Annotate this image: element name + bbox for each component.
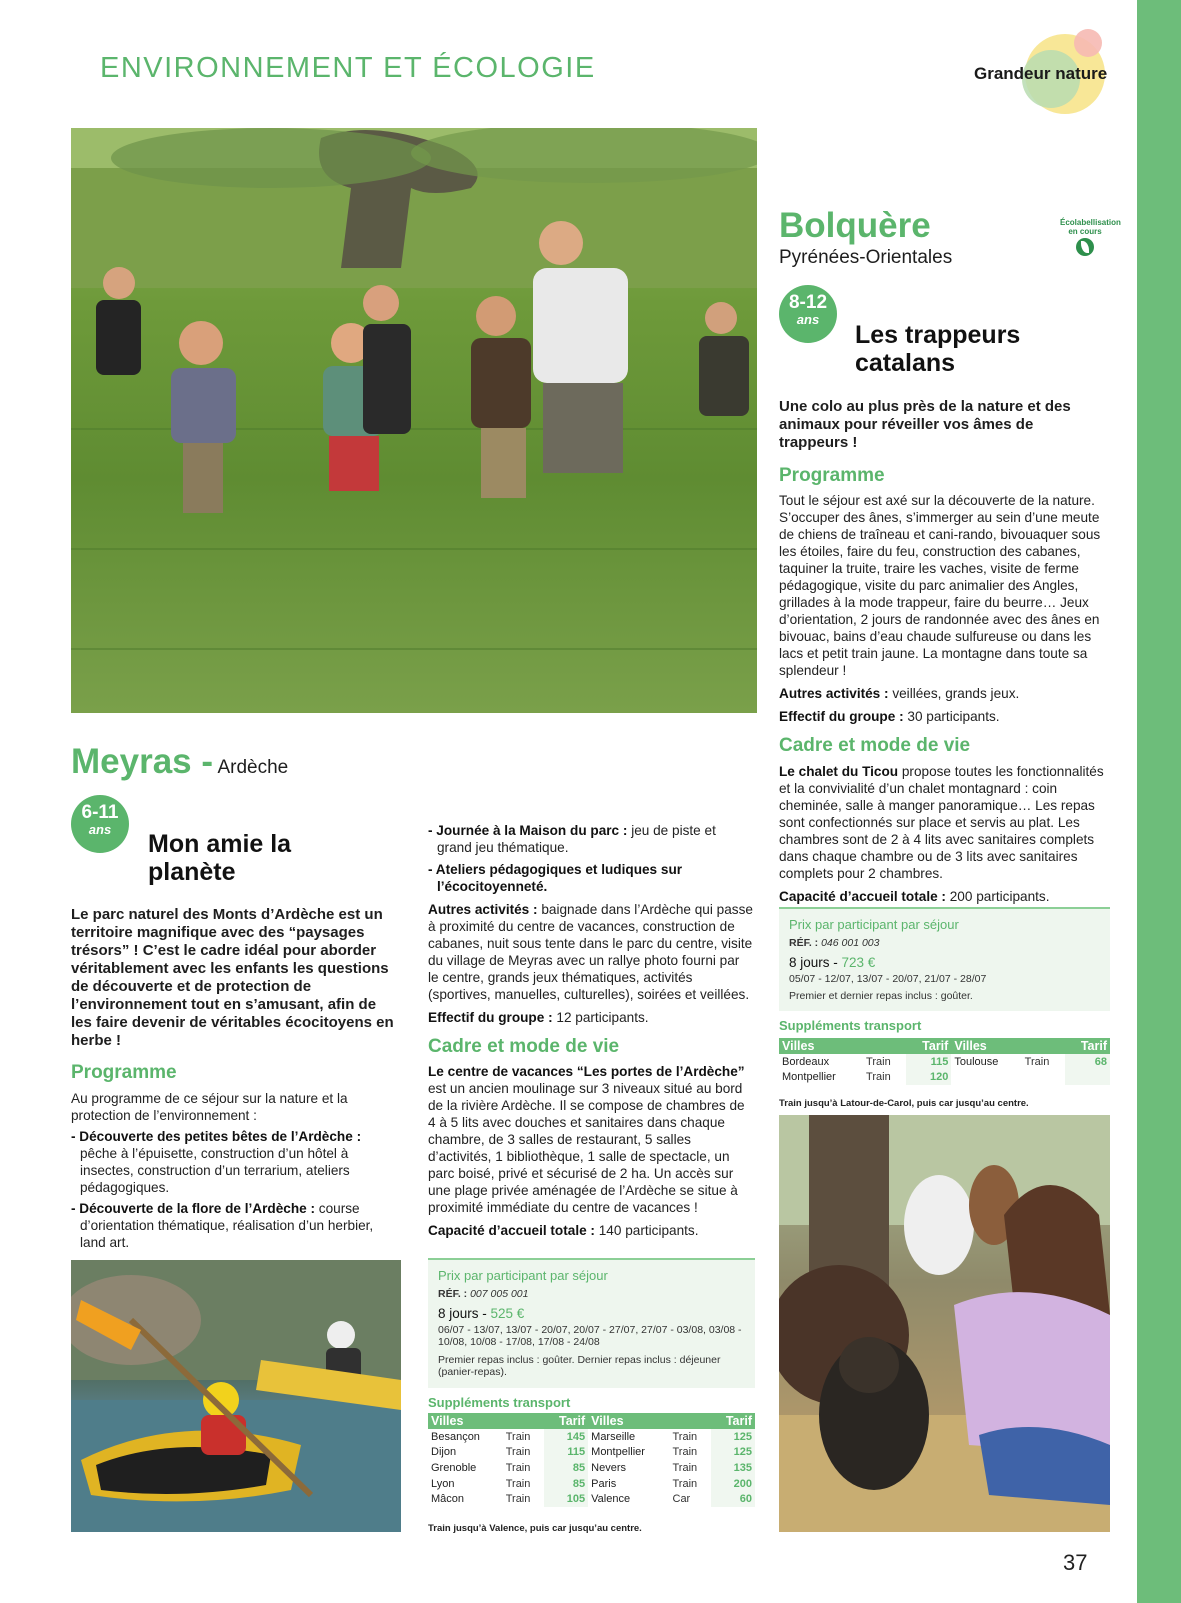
meyras-bullet-3-text: jeu de piste et grand jeu thématique. (437, 823, 716, 855)
bolquere-camp-title-line2: catalans (855, 349, 956, 377)
bolquere-place-name: Bolquère (779, 206, 931, 245)
tarif-cell: 85 (544, 1476, 588, 1492)
mode-cell: Train (503, 1460, 545, 1476)
mode-cell: Train (503, 1429, 545, 1445)
tarif-cell: 85 (544, 1460, 588, 1476)
meyras-price-line (438, 1306, 745, 1321)
bolquere-chalet-description (779, 763, 1114, 882)
meyras-camp-title-line1: Mon amie la (148, 830, 292, 858)
kayak-photo-illustration (71, 1260, 401, 1532)
city-cell: Montpellier (588, 1445, 669, 1461)
mode-cell: Car (670, 1491, 712, 1507)
meyras-place-name: Meyras - (71, 742, 214, 781)
city-cell: Paris (588, 1476, 669, 1492)
city-cell: Mâcon (428, 1491, 503, 1507)
bolquere-effectif (779, 708, 1114, 725)
tarif-cell: 120 (906, 1070, 951, 1086)
meyras-bullet-4 (428, 861, 753, 895)
main-photo-illustration (71, 128, 757, 713)
bolquere-capacite-label: Capacité d’accueil totale : (779, 889, 946, 904)
col-header-tarif: Tarif (1065, 1038, 1110, 1054)
meyras-bullet-2 (71, 1200, 396, 1251)
meyras-programme-intro: Au programme de ce séjour sur la nature et la protection de l’environnement : (71, 1091, 348, 1123)
meyras-effectif-text: 12 participants. (552, 1010, 649, 1025)
bolquere-age-range: 8-12 (788, 292, 828, 313)
meyras-region: Ardèche (217, 757, 289, 778)
eco-label (1060, 218, 1121, 256)
mode-cell: Train (863, 1054, 906, 1070)
bolquere-camp-title (855, 321, 1020, 377)
meyras-intro: Le parc naturel des Monts d’Ardèche est un territoire magnifique avec des “paysages trésors” ! C’est le cadre idéal pour aborder véritablement avec les enfants les questions de découverte et de protection de l’environnement tout en s’amusant, afin de les faire devenir de véritables écocitoyens en herbe ! (71, 906, 394, 1049)
bolquere-meals: Premier et dernier repas inclus : goûter. (789, 990, 973, 1002)
bolquere-ref-value: 046 001 003 (818, 937, 880, 949)
bolquere-cadre-heading: Cadre et mode de vie (779, 735, 971, 756)
meyras-programme-block (71, 1090, 396, 1251)
page-number: 37 (1063, 1550, 1088, 1575)
meyras-bullet-2-label: - Découverte de la flore de l’Ardèche : (71, 1201, 316, 1216)
bolquere-chalet-text: propose toutes les fonctionnalités et la convivialité d’un chalet montagnard : coin cheminée, salle à manger panoramique… Les repas sont confectionnés sur place et servis au plat. Les chambres sont de 2 à 4 lits avec sanitaires complets dans chaque chambre ou de 3 lits avec sanitaires complets pour 2 chambres. (779, 764, 1104, 881)
bolquere-camp-title-line1: Les trappeurs (855, 321, 1021, 349)
bolquere-price-title: Prix par participant par séjour (789, 917, 959, 932)
bolquere-other-label: Autres activités : (779, 686, 889, 701)
bolquere-programme-heading: Programme (779, 465, 885, 486)
meyras-other-text: baignade dans l’Ardèche qui passe à proximité du centre de vacances, construction de cabanes, nuit sous tente dans le parc du centre, visite du village de Meyras avec un rallye photo fourni par le centre, grands jeux thématiques, activités (sportives, manuelles, culturelles), soirées et veillées. (428, 902, 753, 1002)
meyras-bullet-1-label: - Découverte des petites bêtes de l’Ardèche : (71, 1129, 362, 1144)
meyras-other-activities (428, 901, 753, 1003)
meyras-capacite-text: 140 participants. (594, 1223, 699, 1238)
meyras-bullet-4-label: - Ateliers pédagogiques et ludiques sur l’écocitoyenneté. (428, 862, 683, 894)
meyras-transport-table (428, 1413, 755, 1507)
meyras-transport-note: Train jusqu’à Valence, puis car jusqu’au centre. (428, 1523, 642, 1534)
tarif-cell: 115 (544, 1445, 588, 1461)
meyras-dates: 06/07 - 13/07, 13/07 - 20/07, 20/07 - 27/07, 27/07 - 03/08, 03/08 - 10/08, 10/08 - 17/08, 17/08 - 24/08 (438, 1324, 742, 1348)
main-photo-kids-playing (71, 128, 757, 713)
meyras-bullet-1 (71, 1128, 396, 1196)
leaf-icon (1076, 238, 1094, 256)
city-cell: Nevers (588, 1460, 669, 1476)
kayak-photo (71, 1260, 401, 1532)
eco-label-line2: en cours (1068, 227, 1102, 236)
side-stripe (1137, 0, 1181, 1603)
bolquere-effectif-text: 30 participants. (903, 709, 1000, 724)
meyras-transport-heading: Suppléments transport (428, 1395, 571, 1410)
meyras-transport-rows (428, 1429, 755, 1507)
col-header-tarif: Tarif (544, 1413, 588, 1429)
meyras-ref-label: RÉF. : (438, 1288, 468, 1300)
col-header-cities: Villes (951, 1038, 1064, 1054)
section-title: ENVIRONNEMENT ET ÉCOLOGIE (100, 52, 596, 84)
meyras-bullet-3 (428, 822, 753, 856)
girl-with-goats-photo (779, 1115, 1110, 1532)
meyras-capacite (428, 1222, 753, 1239)
city-cell (951, 1070, 1021, 1086)
mode-cell: Train (503, 1445, 545, 1461)
table-header-row (779, 1038, 1110, 1054)
meyras-amount: 525 € (490, 1306, 525, 1321)
city-cell: Montpellier (779, 1070, 863, 1086)
bolquere-amount: 723 € (841, 955, 876, 970)
table-row (428, 1429, 755, 1445)
bolquere-transport-table (779, 1038, 1110, 1085)
meyras-bullet-1-text: pêche à l’épuisette, construction d’un hôtel à insectes, construction d’un terrarium, ateliers pédagogiques. (80, 1146, 350, 1195)
mode-cell: Train (503, 1491, 545, 1507)
meyras-age-badge (71, 795, 129, 853)
mode-cell: Train (670, 1476, 712, 1492)
city-cell: Bordeaux (779, 1054, 863, 1070)
city-cell: Dijon (428, 1445, 503, 1461)
col-header-tarif: Tarif (711, 1413, 755, 1429)
col-header-cities: Villes (428, 1413, 544, 1429)
theme-badge (970, 26, 1140, 116)
bolquere-cadre-block (779, 763, 1114, 905)
tarif-cell: 145 (544, 1429, 588, 1445)
bolquere-duration: 8 jours - (789, 955, 842, 970)
meyras-duration: 8 jours - (438, 1306, 491, 1321)
col-header-tarif: Tarif (906, 1038, 951, 1054)
meyras-age-range: 6-11 (81, 802, 119, 823)
table-header-row (428, 1413, 755, 1429)
bolquere-transport-heading: Suppléments transport (779, 1018, 922, 1033)
badge-label: Grandeur nature (974, 64, 1108, 83)
bolquere-age-badge (779, 285, 837, 343)
bolquere-capacite-text: 200 participants. (945, 889, 1050, 904)
bolquere-other-text: veillées, grands jeux. (888, 686, 1020, 701)
mode-cell: Train (670, 1445, 712, 1461)
table-row (428, 1445, 755, 1461)
city-cell: Toulouse (951, 1054, 1021, 1070)
mode-cell: Train (670, 1429, 712, 1445)
tarif-cell: 125 (711, 1445, 755, 1461)
meyras-centre-text: est un ancien moulinage sur 3 niveaux situé au bord de la rivière Ardèche. Il se compose de chambres de 4 à 5 lits avec douches et sanitaires dans chaque chambre, de 3 salles de restaurant, 5 salles d’activités, 1 bibliothèque, 1 salle de spectacle, un parc boisé, privé et sécurisé de 2 ha. Un accès sur une plage privée aménagée de l’Ardèche se situe à proximité immédiate du centre de vacances ! (428, 1081, 745, 1215)
bolquere-intro: Une colo au plus près de la nature et des animaux pour réveiller vos âmes de trappeurs ! (779, 398, 1071, 451)
mode-cell: Train (503, 1476, 545, 1492)
city-cell: Besançon (428, 1429, 503, 1445)
tarif-cell: 60 (711, 1491, 755, 1507)
bolquere-chalet-name: Le chalet du Ticou (779, 764, 899, 779)
meyras-cadre-heading: Cadre et mode de vie (428, 1036, 620, 1057)
mode-cell: Train (863, 1070, 906, 1086)
bolquere-ref-label: RÉF. : (789, 937, 819, 949)
meyras-programme-heading: Programme (71, 1062, 177, 1083)
col-header-cities: Villes (588, 1413, 711, 1429)
meyras-centre-name: Le centre de vacances “Les portes de l’Ardèche” (428, 1064, 745, 1079)
bolquere-transport-rows (779, 1054, 1110, 1085)
meyras-price-box (428, 1258, 755, 1388)
tarif-cell: 105 (544, 1491, 588, 1507)
meyras-capacite-label: Capacité d’accueil totale : (428, 1223, 595, 1238)
tarif-cell: 125 (711, 1429, 755, 1445)
meyras-price-title: Prix par participant par séjour (438, 1268, 608, 1283)
city-cell: Valence (588, 1491, 669, 1507)
meyras-camp-title-line2: planète (148, 858, 236, 886)
bolquere-price-ref (789, 937, 1100, 949)
meyras-centre-description (428, 1063, 753, 1216)
eco-label-line1: Écolabellisation (1060, 218, 1121, 227)
bolquere-capacite (779, 888, 1114, 905)
tarif-cell: 68 (1065, 1054, 1110, 1070)
bolquere-region: Pyrénées-Orientales (779, 247, 953, 268)
city-cell: Marseille (588, 1429, 669, 1445)
mode-cell (1022, 1070, 1065, 1086)
col-header-cities: Villes (779, 1038, 906, 1054)
tarif-cell: 200 (711, 1476, 755, 1492)
table-row (779, 1054, 1110, 1070)
bolquere-transport-note: Train jusqu’à Latour-de-Carol, puis car jusqu’au centre. (779, 1098, 1029, 1109)
tarif-cell: 135 (711, 1460, 755, 1476)
mode-cell: Train (670, 1460, 712, 1476)
city-cell: Lyon (428, 1476, 503, 1492)
meyras-bullet-3-label: - Journée à la Maison du parc : (428, 823, 628, 838)
bolquere-other-activities (779, 685, 1114, 702)
bolquere-age-unit: ans (796, 312, 820, 327)
meyras-other-label: Autres activités : (428, 902, 538, 917)
tarif-cell (1065, 1070, 1110, 1086)
table-row (428, 1476, 755, 1492)
table-row (428, 1460, 755, 1476)
meyras-bullet-2-text: course d’orientation thématique, réalisation d’un herbier, land art. (80, 1201, 374, 1250)
bolquere-programme-text: Tout le séjour est axé sur la découverte de la nature. S’occuper des ânes, s’immerger au sein d’une meute de chiens de traîneau et cani-rando, bivouaquer sous les étoiles, faire du feu, construction des cabanes, taquiner la truite, traire les vaches, visite de ferme pédagogique, visite du parc animalier des Angles, grillades à la mode trappeur, faire du beurre… Jeux d’orientation, 2 jours de randonnée avec des ânes en bivouac, bains d’eau chaude sulfureuse ou dans les lacs et petit train jaune. La montagne dans toute sa splendeur ! (779, 493, 1101, 678)
meyras-effectif-label: Effectif du groupe : (428, 1010, 553, 1025)
meyras-meals: Premier repas inclus : goûter. Dernier repas inclus : déjeuner (panier-repas). (438, 1354, 721, 1378)
table-row (779, 1070, 1110, 1086)
meyras-ref-value: 007 005 001 (467, 1288, 529, 1300)
bolquere-price-box (779, 907, 1110, 1011)
table-row (428, 1491, 755, 1507)
meyras-price-ref (438, 1288, 745, 1300)
meyras-camp-title (148, 830, 291, 886)
meyras-age-unit: ans (88, 822, 112, 837)
badge-pink-circle (1074, 29, 1102, 57)
bolquere-price-line (789, 955, 1100, 970)
meyras-effectif (428, 1009, 753, 1026)
city-cell: Grenoble (428, 1460, 503, 1476)
meyras-middle-column (428, 822, 753, 1026)
mode-cell: Train (1022, 1054, 1065, 1070)
bolquere-programme-block (779, 492, 1114, 725)
tarif-cell: 115 (906, 1054, 951, 1070)
meyras-cadre-block (428, 1063, 753, 1239)
meyras-heading (71, 742, 288, 782)
bolquere-effectif-label: Effectif du groupe : (779, 709, 904, 724)
girl-goats-illustration (779, 1115, 1110, 1532)
bolquere-dates: 05/07 - 12/07, 13/07 - 20/07, 21/07 - 28/07 (789, 973, 987, 985)
